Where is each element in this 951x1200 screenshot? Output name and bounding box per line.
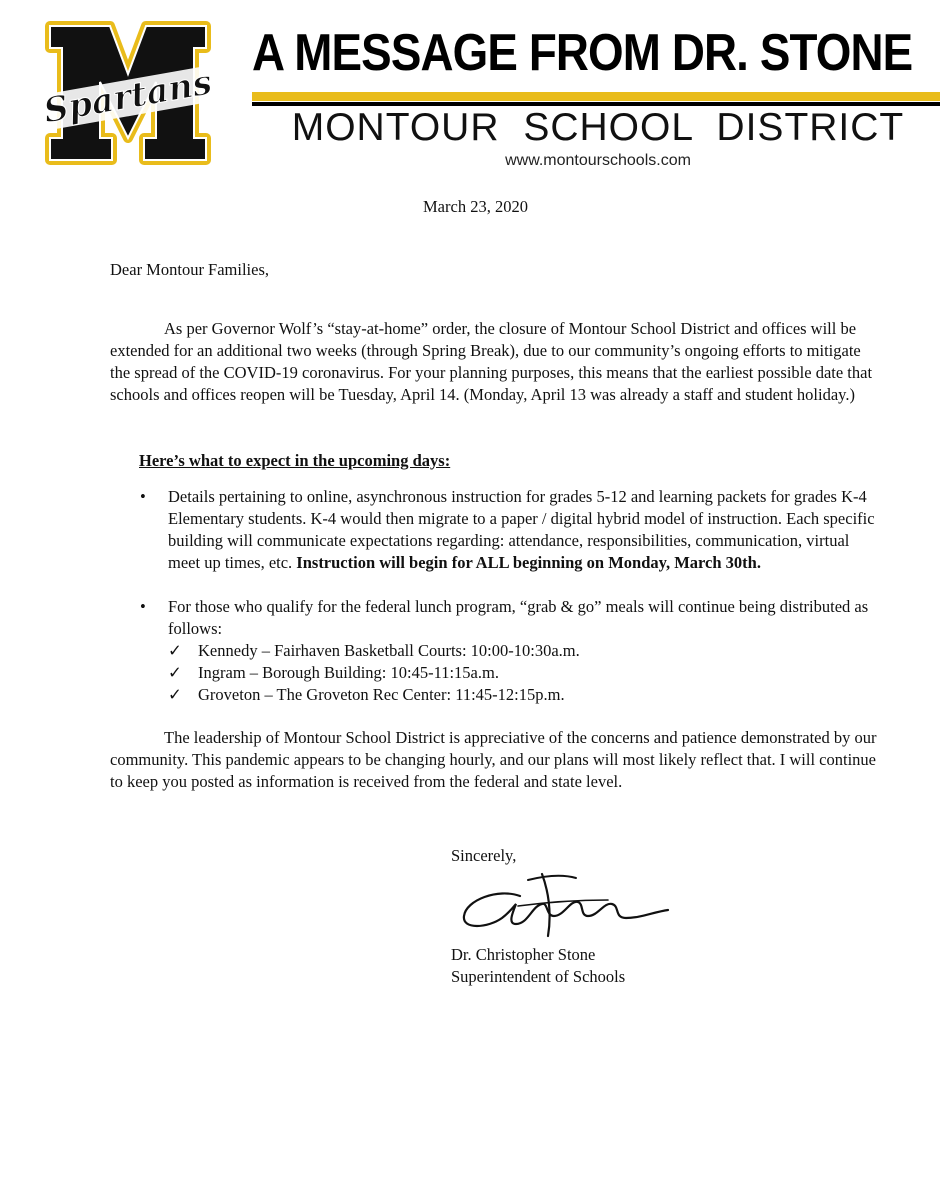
website-url[interactable]: www.montourschools.com [505,152,691,169]
spartans-script: Spartans [40,62,215,132]
expectations-list [140,486,880,706]
meal-site-item [168,640,880,662]
checkmark-icon: ✓ [168,685,182,704]
sign-off: Sincerely, [451,846,517,865]
meal-site-item [168,684,880,706]
bullet1-text: Details pertaining to online, asynchronous instruction for grades 5-12 and learning packets for grades K-4 Elementary students. K-4 would then migrate to a paper / digital hybrid model of instruction. Each specific building will communicate expectations regarding: attendance, responsibilities, communication, virtual meet up times, etc. [168,487,875,572]
bullet2-text: For those who qualify for the federal lunch program, “grab & go” meals will continue being distributed as follows: [168,597,869,638]
list-item [140,486,880,574]
headline: A MESSAGE FROM DR. STONE [252,24,913,82]
signature-icon [458,866,673,946]
letter-date: March 23, 2020 [423,197,528,216]
meal-site-text: Groveton – The Groveton Rec Center: 11:45-12:15p.m. [198,685,565,704]
meal-site-item [168,662,880,684]
expect-heading: Here’s what to expect in the upcoming days: [139,451,451,470]
signer-title: Superintendent of Schools [451,967,626,986]
list-item [140,596,880,706]
district-name: MONTOUR SCHOOL DISTRICT [291,106,905,149]
meal-sites-list [168,640,880,706]
bullet-icon: • [140,487,146,506]
signer-name: Dr. Christopher Stone [451,945,596,964]
checkmark-icon: ✓ [168,663,182,682]
greeting: Dear Montour Families, [110,260,270,279]
intro-paragraph: As per Governor Wolf’s “stay-at-home” order, the closure of Montour School District and offices will be extended for an additional two weeks (through Spring Break), due to our community’s ongoing efforts to mitigate the spread of the COVID-19 coronavirus. For your planning purposes, this means that the earliest possible date that schools and offices reopen will be Tuesday, April 14. (Monday, April 13 was already a staff and student holiday.) [110,319,873,404]
meal-site-text: Ingram – Borough Building: 10:45-11:15a.m. [198,663,499,682]
gold-rule [252,92,940,101]
bullet1-bold-text: Instruction will begin for ALL beginning on Monday, March 30th. [296,553,761,572]
checkmark-icon: ✓ [168,641,182,660]
meal-site-text: Kennedy – Fairhaven Basketball Courts: 10:00-10:30a.m. [198,641,580,660]
bullet-icon: • [140,597,146,616]
spartans-m-logo [14,20,242,166]
closing-paragraph: The leadership of Montour School District is appreciative of the concerns and patience demonstrated by our community. This pandemic appears to be changing hourly, and our plans will most likely reflect that. I will continue to keep you posted as information is received from the federal and state level. [110,728,877,791]
